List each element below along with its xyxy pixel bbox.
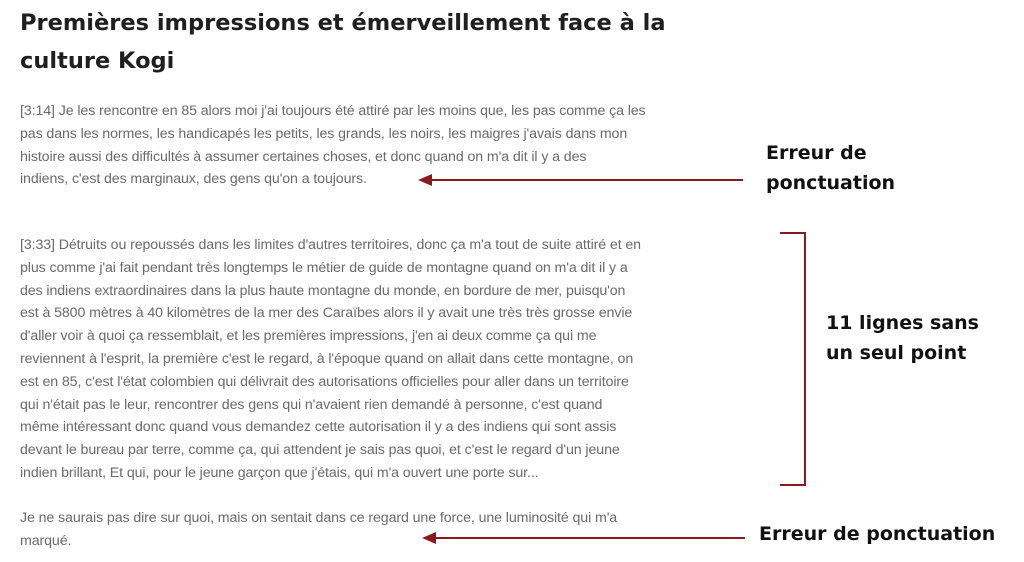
paragraph-line: marqué.: [20, 532, 72, 549]
annotation-no-period: [826, 308, 1016, 368]
transcript-paragraph-1: [20, 100, 720, 191]
paragraph-line: indien brillant, Et qui, pour le jeune garçon que j'étais, qui m'a ouvert une porte sur...: [20, 464, 539, 481]
paragraph-line: Je ne saurais pas dire sur quoi, mais on sentait dans ce regard une force, une luminosité qui m'a: [20, 510, 618, 526]
paragraph-line: est en 85, c'est l'état colombien qui délivrait des autorisations officielles pour aller dans un territoire: [20, 373, 629, 390]
annotation-line: ponctuation: [766, 172, 896, 194]
paragraph-line: [3:14] Je les rencontre en 85 alors moi j'ai toujours été attiré par les moins que, les pas comme ça les: [20, 103, 646, 119]
paragraph-line: devant le bureau par terre, comme ça, qui attendent je sais pas quoi, et c'est le regard d'un jeune: [20, 442, 620, 459]
paragraph-line: histoire aussi des difficultés à assumer certaines choses, et donc quand on m'a dit il y a des: [20, 148, 587, 165]
heading-line-2: culture Kogi: [20, 48, 175, 74]
paragraph-line: est à 5800 mètres à 40 kilomètres de la mer des Caraïbes alors il y avait une très très grosse envie: [20, 305, 633, 322]
paragraph-line: [3:33] Détruits ou repoussés dans les limites d'autres territoires, donc ça m'a tout de suite attiré et en: [20, 237, 641, 253]
paragraph-line: d'aller voir à quoi ça ressemblait, et les premières impressions, j'en ai deux comme ça qui me: [20, 328, 597, 345]
paragraph-line: reviennent à l'esprit, la première c'est le regard, à l'époque quand on allait dans cette montagne, on: [20, 350, 634, 367]
paragraph-line: indiens, c'est des marginaux, des gens qu'on a toujours.: [20, 171, 367, 188]
transcript-paragraph-3: [20, 507, 720, 553]
bracket-icon: [780, 233, 805, 485]
paragraph-line: des indiens extraordinaires dans la plus haute montagne du monde, en bordure de mer, puisqu'on: [20, 282, 626, 299]
annotation-line: un seul point: [826, 342, 967, 364]
paragraph-line: plus comme j'ai fait pendant très longtemps le métier de guide de montagne quand on m'a dit il y a: [20, 259, 628, 276]
annotation-line: 11 lignes sans: [826, 312, 979, 334]
paragraph-line: même intéressant donc quand vous demandez cette autorisation il y a des indiens qui sont assis: [20, 419, 617, 436]
paragraph-line: pas dans les normes, les handicapés les petits, les grands, les noirs, les maigres j'avais dans mon: [20, 125, 628, 142]
annotation-punctuation-error-2: Erreur de ponctuation: [759, 523, 996, 545]
heading-line-1: Premières impressions et émerveillement face à la: [20, 10, 666, 36]
transcript-paragraph-2: [20, 234, 720, 485]
paragraph-line: qui n'était pas le leur, rencontrer des gens qui n'avaient rien demandé à personne, c'est quand: [20, 396, 603, 413]
article-heading: [20, 4, 700, 80]
annotation-line: Erreur de: [766, 142, 867, 164]
annotation-punctuation-error-1: [766, 138, 966, 198]
